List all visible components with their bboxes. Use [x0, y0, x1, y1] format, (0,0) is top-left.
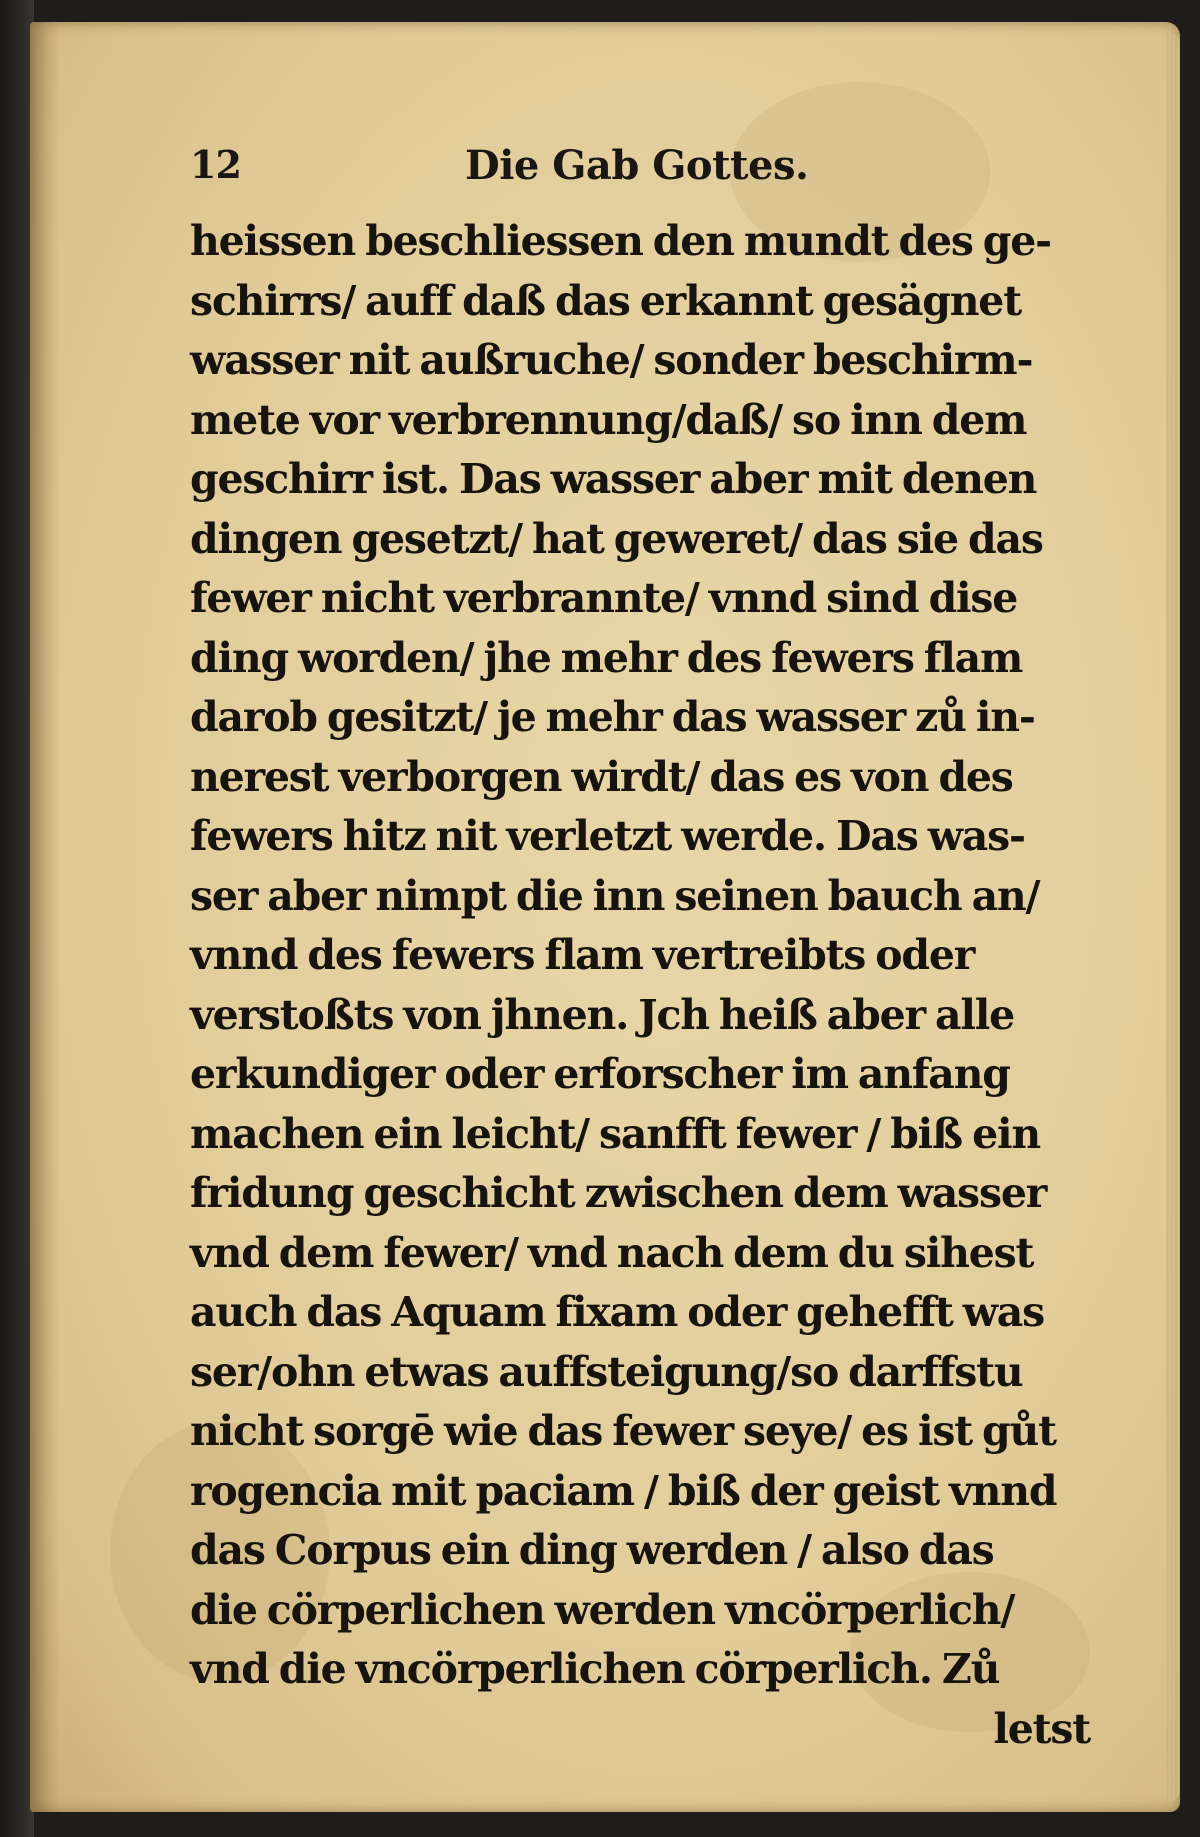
text-line: das Corpus ein ding werden / also das — [190, 1526, 994, 1574]
text-line: dingen gesetzt/ hat geweret/ das sie das — [190, 514, 1043, 563]
page-gutter-shadow — [30, 22, 60, 1812]
text-line: erkundiger oder erforscher im anfang — [190, 1050, 1010, 1098]
text-line: vnnd des fewers flam vertreibts oder — [190, 931, 975, 979]
text-line: ser aber nimpt die inn seinen bauch an/ — [190, 871, 1040, 920]
text-line: darob gesitzt/ je mehr das wasser zů in- — [190, 693, 1035, 741]
text-line: nicht sorgē wie das fewer seye/ es ist gůt — [190, 1407, 1056, 1455]
book-binding — [0, 0, 34, 1837]
text-line: schirrs/ auff daß das erkannt gesägnet — [190, 276, 1021, 325]
text-line: machen ein leicht/ sanfft fewer / biß ein — [190, 1109, 1040, 1158]
text-line: ser/ohn etwas auffsteigung/so darffstu — [190, 1347, 1023, 1396]
text-line: verstoßts von jhnen. Jch heiß aber alle — [190, 990, 1015, 1039]
text-line: mete vor verbrennung/daß/ so inn dem — [190, 395, 1027, 444]
text-line: rogencia mit paciam / biß der geist vnnd — [190, 1466, 1057, 1515]
text-line: fridung geschicht zwischen dem wasser — [190, 1169, 1047, 1217]
text-line: fewer nicht verbrannte/ vnnd sind dise — [190, 574, 1018, 622]
text-line: wasser nit außruche/ sonder beschirm- — [190, 336, 1033, 384]
page-edge — [1166, 32, 1180, 1802]
text-line: vnd die vncörperlichen cörperlich. Zů — [190, 1645, 1000, 1693]
book-page — [30, 22, 1180, 1812]
text-line: die cörperlichen werden vncörperlich/ — [190, 1585, 1015, 1634]
page-header — [30, 142, 1180, 202]
text-line: vnd dem fewer/ vnd nach dem du sihest — [190, 1228, 1034, 1277]
text-line: geschirr ist. Das wasser aber mit denen — [190, 455, 1037, 503]
text-line: heissen beschliessen den mundt des ge- — [190, 217, 1051, 265]
page-number: 12 — [190, 142, 241, 187]
text-line: fewers hitz nit verletzt werde. Das was- — [190, 812, 1025, 860]
body-text — [190, 212, 1090, 1759]
text-line: nerest verborgen wirdt/ das es von des — [190, 752, 1013, 801]
text-line: auch das Aquam fixam oder gehefft was — [190, 1288, 1045, 1336]
catchword: letst — [993, 1704, 1090, 1753]
running-title: Die Gab Gottes. — [465, 142, 809, 189]
text-line: ding worden/ jhe mehr des fewers flam — [190, 633, 1023, 682]
